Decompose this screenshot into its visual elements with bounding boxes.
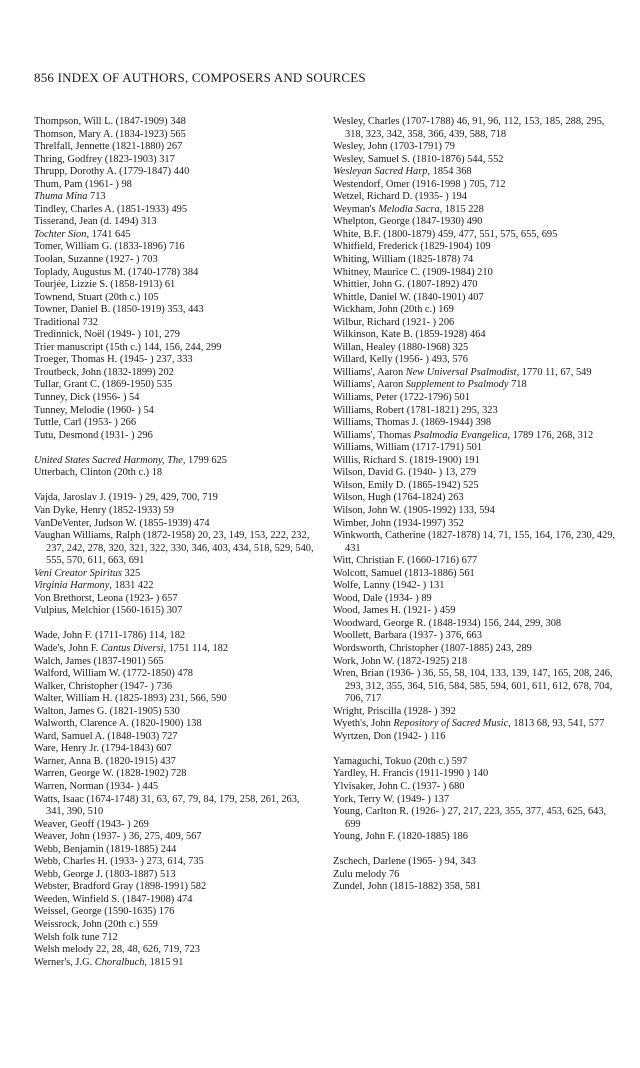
entry-text: Wordsworth, Christopher (1807-1885) 243, 289 [333,642,532,654]
entry-text: Tutu, Desmond (1931- ) 296 [34,429,153,441]
index-entry [34,781,320,794]
entry-text: Troeger, Thomas H. (1945- ) 237, 333 [34,354,193,366]
index-entry [34,304,320,317]
entry-text: Webb, Benjamin (1819-1885) 244 [34,843,177,855]
index-entry [333,430,617,443]
index-entry [333,618,617,631]
index-entry [333,869,617,882]
section-gap [34,618,320,631]
entry-title-italic: Cantus Diversi [100,642,164,654]
index-entry [34,643,320,656]
entry-title-italic: Choralbuch [94,956,145,968]
index-entry [333,467,617,480]
entry-text: Weyman's [333,203,379,215]
entry-text: Williams, Robert (1781-1821) 295, 323 [333,404,498,416]
index-column-right [333,116,617,894]
index-entry [34,492,320,505]
index-entry [34,681,320,694]
entry-text: , 1741 645 [86,228,131,240]
entry-text: Williams, Peter (1722-1796) 501 [333,392,470,404]
entry-title-italic: Supplement to Psalmody [405,379,509,391]
entry-text: VanDeVenter, Judson W. (1855-1939) 474 [34,517,210,529]
entry-text: Tomer, William G. (1833-1896) 716 [34,241,185,253]
index-entry [333,241,617,254]
index-entry [34,141,320,154]
entry-text: Whittle, Daniel W. (1840-1901) 407 [333,291,484,303]
index-entry [34,831,320,844]
index-entry [333,706,617,719]
entry-text: Wilbur, Richard (1921- ) 206 [333,316,455,328]
entry-text: Webster, Bradford Gray (1898-1991) 582 [34,881,207,893]
index-entry [34,768,320,781]
index-entry [333,367,617,380]
index-entry [34,179,320,192]
entry-text: Whelpton, George (1847-1930) 490 [333,216,483,228]
index-entry [333,166,617,179]
entry-text: Witt, Christian F. (1660-1716) 677 [333,555,478,567]
entry-text: Toolan, Suzanne (1927- ) 703 [34,254,158,266]
entry-text: Walford, William W. (1772-1850) 478 [34,668,194,680]
index-entry [333,392,617,405]
entry-text: Yardley, H. Francis (1911-1990 ) 140 [333,768,489,780]
index-entry [34,693,320,706]
entry-text: , 1770 11, 67, 549 [516,366,592,378]
index-entry [34,430,320,443]
entry-text: Towner, Daniel B. (1850-1919) 353, 443 [34,304,204,316]
entry-title-italic: Virginia Harmony [34,580,110,592]
entry-text: Threlfall, Jennette (1821-1880) 267 [34,141,183,153]
index-entry [34,405,320,418]
index-entry [34,417,320,430]
section-gap [34,480,320,493]
index-entry [34,392,320,405]
entry-text: Webb, Charles H. (1933- ) 273, 614, 735 [34,856,204,868]
entry-text: Woollett, Barbara (1937- ) 376, 663 [333,630,482,642]
entry-text: Wren, Brian (1936- ) 36, 55, 58, 104, 133, 139, 147, 165, 208, 246, 293, 312, 355, 364, 516, 584, 585, 594, 601, 611, 612, 678, 704, 706, 717 [333,668,613,705]
index-entry [333,806,617,831]
entry-text: Wilson, David G. (1940- ) 13, 279 [333,467,477,479]
index-entry [34,668,320,681]
entry-text: Thrupp, Dorothy A. (1779-1847) 440 [34,166,190,178]
index-entry [333,656,617,669]
entry-text: Zundel, John (1815-1882) 358, 581 [333,881,481,893]
section-gap [333,743,617,756]
entry-text: Tunney, Dick (1956- ) 54 [34,392,140,404]
entry-text: Whittier, John G. (1807-1892) 470 [333,279,478,291]
entry-text: Wilson, John W. (1905-1992) 133, 594 [333,504,495,516]
index-entry [333,881,617,894]
index-entry [34,568,320,581]
index-entry [34,317,320,330]
entry-text: Vajda, Jaroslav J. (1919- ) 29, 429, 700, 719 [34,492,218,504]
index-entry [333,116,617,141]
index-entry [333,267,617,280]
entry-text: Wesley, Charles (1707-1788) 46, 91, 96, 112, 153, 185, 288, 295, 318, 323, 342, 358, 366, 439, 588, 718 [333,116,605,140]
entry-text: Williams', Aaron [333,366,406,378]
entry-text: Zschech, Darlene (1965- ) 94, 343 [333,856,476,868]
index-entry [333,329,617,342]
index-entry [34,229,320,242]
entry-title-italic: Veni Creator Spiritus [34,567,122,579]
index-entry [34,354,320,367]
entry-text: Von Brethorst, Leona (1923- ) 657 [34,592,178,604]
entry-text: Young, Carlton R. (1926- ) 27, 217, 223, 355, 377, 453, 625, 643, 699 [333,806,607,830]
entry-title-italic: Thuma Mina [34,191,88,203]
entry-text: Whiting, William (1825-1878) 74 [333,254,474,266]
entry-text: , 1813 68, 93, 541, 577 [508,718,605,730]
entry-text: Young, John F. (1820-1885) 186 [333,831,468,843]
index-entry [34,932,320,945]
entry-text: Westendorf, Omer (1916-1998 ) 705, 712 [333,178,506,190]
entry-text: 325 [121,567,141,579]
index-entry [34,718,320,731]
entry-title-italic: Tochter Sion [34,228,87,240]
index-entry [34,505,320,518]
index-entry [333,229,617,242]
entry-text: , 1799 625 [182,454,227,466]
entry-text: Tourjée, Lizzie S. (1858-1913) 61 [34,279,176,291]
entry-text: Wesley, John (1703-1791) 79 [333,141,456,153]
index-entry [34,957,320,970]
entry-text: , 1854 368 [427,166,472,178]
index-entry [333,379,617,392]
index-entry [34,580,320,593]
index-entry [34,756,320,769]
index-entry [34,906,320,919]
entry-text: Welsh folk tune 712 [34,931,118,943]
section-gap [34,442,320,455]
index-entry [34,869,320,882]
entry-text: Ward, Samuel A. (1848-1903) 727 [34,730,178,742]
index-entry [34,241,320,254]
index-entry [333,417,617,430]
index-entry [34,844,320,857]
entry-text: Willard, Kelly (1956- ) 493, 576 [333,354,468,366]
entry-text: Yamaguchi, Tokuo (20th c.) 597 [333,755,468,767]
entry-text: Weissel, George (1590-1635) 176 [34,906,175,918]
index-entry [333,794,617,807]
entry-text: , 1815 228 [439,203,484,215]
index-entry [333,505,617,518]
entry-text: Welsh melody 22, 28, 48, 626, 719, 723 [34,944,200,956]
entry-text: Troutbeck, John (1832-1899) 202 [34,366,174,378]
entry-text: Ware, Henry Jr. (1794-1843) 607 [34,743,172,755]
index-entry [333,480,617,493]
entry-title-italic: Repository of Sacred Music [393,718,509,730]
entry-text: Weeden, Winfield S. (1847-1908) 474 [34,893,193,905]
entry-text: Warner, Anna B. (1820-1915) 437 [34,755,176,767]
page-title: INDEX OF AUTHORS, COMPOSERS AND SOURCES [57,70,366,85]
index-entry [333,718,617,731]
entry-text: Wolcott, Samuel (1813-1886) 561 [333,567,475,579]
entry-title-italic: Psalmodia Evangelica [413,429,508,441]
index-entry [333,530,617,555]
entry-text: Whitney, Maurice C. (1909-1984) 210 [333,266,493,278]
index-entry [34,254,320,267]
entry-text: Weaver, John (1937- ) 36, 275, 409, 567 [34,831,202,843]
index-entry [34,116,320,129]
entry-text: Trier manuscript (15th c.) 144, 156, 244, 299 [34,341,222,353]
entry-text: Work, John W. (1872-1925) 218 [333,655,468,667]
index-entry [34,467,320,480]
entry-text: Wolfe, Lanny (1942- ) 131 [333,580,445,592]
index-entry [34,154,320,167]
index-entry [333,354,617,367]
index-entry [34,166,320,179]
index-entry [333,605,617,618]
entry-text: Weaver, Geoff (1943- ) 269 [34,818,149,830]
entry-text: Walton, James G. (1821-1905) 530 [34,705,180,717]
index-entry [333,668,617,706]
entry-text: Tisserand, Jean (d. 1494) 313 [34,216,157,228]
entry-text: Thring, Godfrey (1823-1903) 317 [34,153,175,165]
entry-text: Wilson, Emily D. (1865-1942) 525 [333,479,479,491]
index-entry [34,794,320,819]
index-entry [34,455,320,468]
index-entry [333,580,617,593]
entry-text: Weissrock, John (20th c.) 559 [34,919,158,930]
entry-text: 718 [508,379,527,391]
entry-text: Wickham, John (20th c.) 169 [333,304,454,316]
entry-text: Vaughan Williams, Ralph (1872-1958) 20, 23, 149, 153, 222, 232, 237, 242, 278, 320, 321, 322, 330, 346, 403, 434, 518, 529, 540, 555, 570, 611, 663, 691 [34,530,314,567]
entry-text: Zulu melody 76 [333,868,400,880]
entry-text: White, B.F. (1800-1879) 459, 477, 551, 575, 655, 695 [333,228,558,240]
entry-title-italic: Wesleyan Sacred Harp [333,166,428,178]
index-entry [333,518,617,531]
entry-text: Vulpius, Melchior (1560-1615) 307 [34,605,183,617]
entry-text: Woodward, George R. (1848-1934) 156, 244, 299, 308 [333,617,562,629]
index-entry [34,216,320,229]
entry-text: , 1751 114, 182 [163,642,229,654]
index-entry [34,919,320,932]
index-entry [34,279,320,292]
entry-text: Wood, James H. (1921- ) 459 [333,605,456,617]
index-entry [333,141,617,154]
entry-text: Traditional 732 [34,316,98,328]
index-entry [34,819,320,832]
entry-text: Williams, Thomas J. (1869-1944) 398 [333,417,492,429]
entry-text: Thompson, Will L. (1847-1909) 348 [34,116,186,127]
entry-text: Townend, Stuart (20th c.) 105 [34,291,159,303]
entry-text: Wood, Dale (1934- ) 89 [333,592,432,604]
index-entry [34,656,320,669]
entry-text: Tredinnick, Noël (1949- ) 101, 279 [34,329,180,341]
entry-text: Wilkinson, Kate B. (1859-1928) 464 [333,329,486,341]
entry-text: Thomson, Mary A. (1834-1923) 565 [34,128,186,140]
index-entry [333,831,617,844]
entry-text: Winkworth, Catherine (1827-1878) 14, 71, 155, 164, 176, 230, 429, 431 [333,530,616,554]
index-entry [333,442,617,455]
index-entry [333,781,617,794]
index-entry [333,279,617,292]
entry-text: Warren, George W. (1828-1902) 728 [34,768,187,780]
entry-text: Walker, Christopher (1947- ) 736 [34,680,173,692]
entry-text: , 1815 91 [144,956,184,968]
index-entry [333,254,617,267]
index-entry [34,367,320,380]
index-entry [34,706,320,719]
index-entry [34,518,320,531]
entry-text: Tindley, Charles A. (1851-1933) 495 [34,203,188,215]
entry-text: Wilson, Hugh (1764-1824) 263 [333,492,464,504]
index-entry [34,329,320,342]
index-entry [333,555,617,568]
index-entry [333,593,617,606]
index-entry [333,568,617,581]
index-entry [34,530,320,568]
index-entry [333,643,617,656]
index-entry [333,204,617,217]
index-entry [333,179,617,192]
page-number: 856 [34,70,55,85]
entry-text: Wesley, Samuel S. (1810-1876) 544, 552 [333,153,504,165]
entry-text: Warren, Norman (1934- ) 445 [34,780,159,792]
entry-text: Thum, Pam (1961- ) 98 [34,178,132,190]
entry-title-italic: New Universal Psalmodist [405,366,517,378]
index-entry [333,317,617,330]
entry-text: Utterbach, Clinton (20th c.) 18 [34,467,163,479]
entry-text: , 1831 422 [109,580,154,592]
index-entry [333,492,617,505]
entry-text: Ylvisaker, John C. (1937- ) 680 [333,780,465,792]
entry-text: Watts, Isaac (1674-1748) 31, 63, 67, 79, 84, 179, 258, 261, 263, 341, 390, 510 [34,793,300,818]
entry-text: Willan, Healey (1880-1968) 325 [333,341,469,353]
index-entry [333,856,617,869]
index-entry [34,379,320,392]
index-entry [34,129,320,142]
index-entry [34,267,320,280]
index-entry [333,768,617,781]
index-entry [34,342,320,355]
entry-title-italic: United States Sacred Harmony, The [34,454,183,466]
index-entry [333,731,617,744]
entry-text: Willis, Richard S. (1819-1900) 191 [333,454,480,466]
entry-text: , 1789 176, 268, 312 [507,429,594,441]
index-entry [34,204,320,217]
entry-text: Williams', Aaron [333,379,406,391]
entry-text: Williams, William (1717-1791) 501 [333,442,483,454]
index-entry [333,304,617,317]
entry-text: Werner's, J.G. [34,956,95,968]
entry-text: Wimber, John (1934-1997) 352 [333,517,464,529]
entry-text: Webb, George J. (1803-1887) 513 [34,868,176,880]
index-entry [34,605,320,618]
index-entry [34,191,320,204]
entry-text: Whitfield, Frederick (1829-1904) 109 [333,241,491,253]
entry-title-italic: Melodia Sacra [378,203,440,215]
index-entry [333,216,617,229]
entry-text: Van Dyke, Henry (1852-1933) 59 [34,504,174,516]
index-entry [34,630,320,643]
entry-text: Toplady, Augustus M. (1740-1778) 384 [34,266,199,278]
index-entry [333,191,617,204]
index-entry [34,856,320,869]
section-gap [333,844,617,857]
entry-text: Walch, James (1837-1901) 565 [34,655,164,667]
entry-text: Walter, William H. (1825-1893) 231, 566, 590 [34,693,227,705]
index-entry [34,731,320,744]
index-entry [333,630,617,643]
index-entry [34,881,320,894]
index-entry [333,405,617,418]
index-entry [34,894,320,907]
entry-text: Walworth, Clarence A. (1820-1900) 138 [34,718,202,730]
entry-text: Wetzel, Richard D. (1935- ) 194 [333,191,467,203]
index-entry [333,342,617,355]
index-entry [333,455,617,468]
index-entry [34,292,320,305]
index-entry [34,743,320,756]
entry-text: Wade's, John F. [34,642,101,654]
entry-text: 713 [87,191,106,203]
entry-text: Williams', Thomas [333,429,414,441]
entry-text: Wright, Priscilla (1928- ) 392 [333,705,456,717]
entry-text: Tullar, Grant C. (1869-1950) 535 [34,379,173,391]
index-entry [34,944,320,957]
index-entry [333,756,617,769]
entry-text: Tuttle, Carl (1953- ) 266 [34,417,137,429]
page-header [34,70,366,86]
index-entry [333,154,617,167]
index-column-left [34,116,320,969]
entry-text: Wade, John F. (1711-1786) 114, 182 [34,630,186,642]
index-entry [333,292,617,305]
entry-text: York, Terry W. (1949- ) 137 [333,793,450,805]
entry-text: Tunney, Melodie (1960- ) 54 [34,404,154,416]
entry-text: Wyrtzen, Don (1942- ) 116 [333,730,446,742]
entry-text: Wyeth's, John [333,718,394,730]
index-entry [34,593,320,606]
